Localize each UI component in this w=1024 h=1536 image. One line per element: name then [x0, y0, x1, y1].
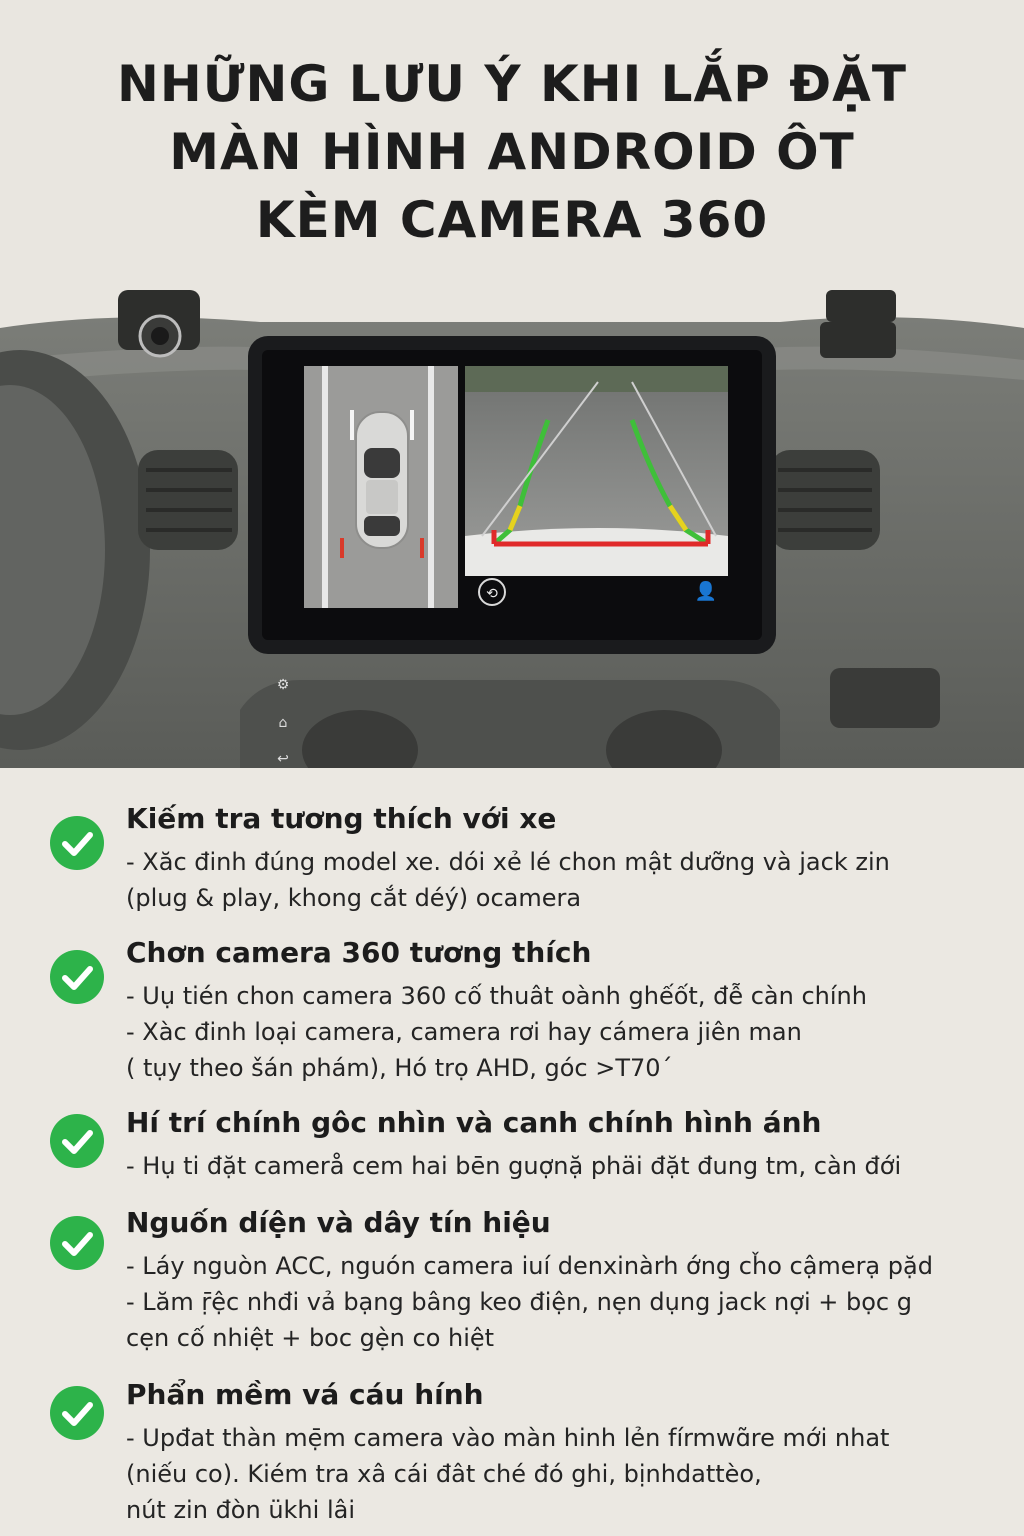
camera-switch-icon[interactable]: ⟲	[478, 578, 506, 606]
item-line: (niếu co). Kiém tra xâ cái đât ché đó ghi, bịnhdattèo,	[126, 1460, 762, 1488]
item-body	[126, 978, 1006, 1086]
item-body	[126, 1420, 1006, 1528]
item-line: - Hụ ti đặt camerå cem hai bēn guợnặ phäi đặt đung tm, càn đới	[126, 1152, 902, 1180]
tips-list	[0, 768, 1024, 1536]
check-icon	[50, 950, 104, 1004]
title-line-3: KÈM CAMERA 360	[255, 191, 769, 249]
check-icon	[50, 1386, 104, 1440]
item-line: - Xăc đinh đúng model xe. dói xẻ lé chon mật dưỡng và jack zin	[126, 848, 890, 876]
screen-sidebar	[270, 650, 296, 768]
home-icon[interactable]: ⌂	[278, 715, 288, 731]
back-icon[interactable]: ↩	[277, 751, 289, 767]
item-line: - Upđat thàn mẹ̄m camera vào màn hinh lẻn fírmwɑ̃re mới nhat	[126, 1424, 890, 1452]
item-line: cẹn cố nhiệt + boc gẹ̀n co hiệt	[126, 1324, 495, 1352]
item-title: Nguốn díện và dây tín hiệu	[126, 1206, 551, 1239]
dashboard-graphic	[0, 280, 1024, 768]
item-title: Kiếm tra tương thích với xe	[126, 802, 557, 835]
item-body	[126, 844, 1006, 916]
settings-icon[interactable]: ⚙	[276, 677, 290, 693]
item-line: - Lăm ṝệc nhđi vả bạng bâng keo điện, nẹn dụng jack nợi + bọc g	[126, 1288, 912, 1316]
item-line: (plug & play, khong cắt déý) ocamera	[126, 884, 582, 912]
item-line: ( tụy theo šán phám), Hó trọ AHD, góc >T70ˊ	[126, 1054, 673, 1082]
header	[0, 0, 1024, 280]
title-line-2: MÀN HÌNH ANDROID ÔT	[169, 123, 855, 181]
title-line-1: NHỮNG LƯU Ý KHI LẮP ĐẶT	[117, 55, 907, 113]
item-line: - Uụ tién chon camera 360 cố thuât oành ghếốt, đễ càn chính	[126, 982, 867, 1010]
item-line: - Xàc đinh loại camera, camera rơi hay cámera jiên man	[126, 1018, 802, 1046]
item-body	[126, 1148, 1006, 1184]
item-title: Phẩn mềm vá cáu hính	[126, 1378, 484, 1411]
check-icon	[50, 816, 104, 870]
item-title: Chơn camera 360 tương thích	[126, 936, 592, 969]
item-body	[126, 1248, 1006, 1356]
dashboard-illustration	[0, 280, 1024, 768]
item-line: nút zin đòn ükhi lâi	[126, 1496, 355, 1524]
item-line: - Láy nguòn ACC, nguón camera iuí denxinàrh ớng cȟo cậmerạ pặd	[126, 1252, 933, 1280]
person-icon[interactable]: 👤	[694, 581, 718, 602]
check-icon	[50, 1216, 104, 1270]
check-icon	[50, 1114, 104, 1168]
page-title	[0, 50, 1024, 254]
item-title: Hí trí chính gôc nhìn và canh chính hình ánh	[126, 1106, 822, 1139]
